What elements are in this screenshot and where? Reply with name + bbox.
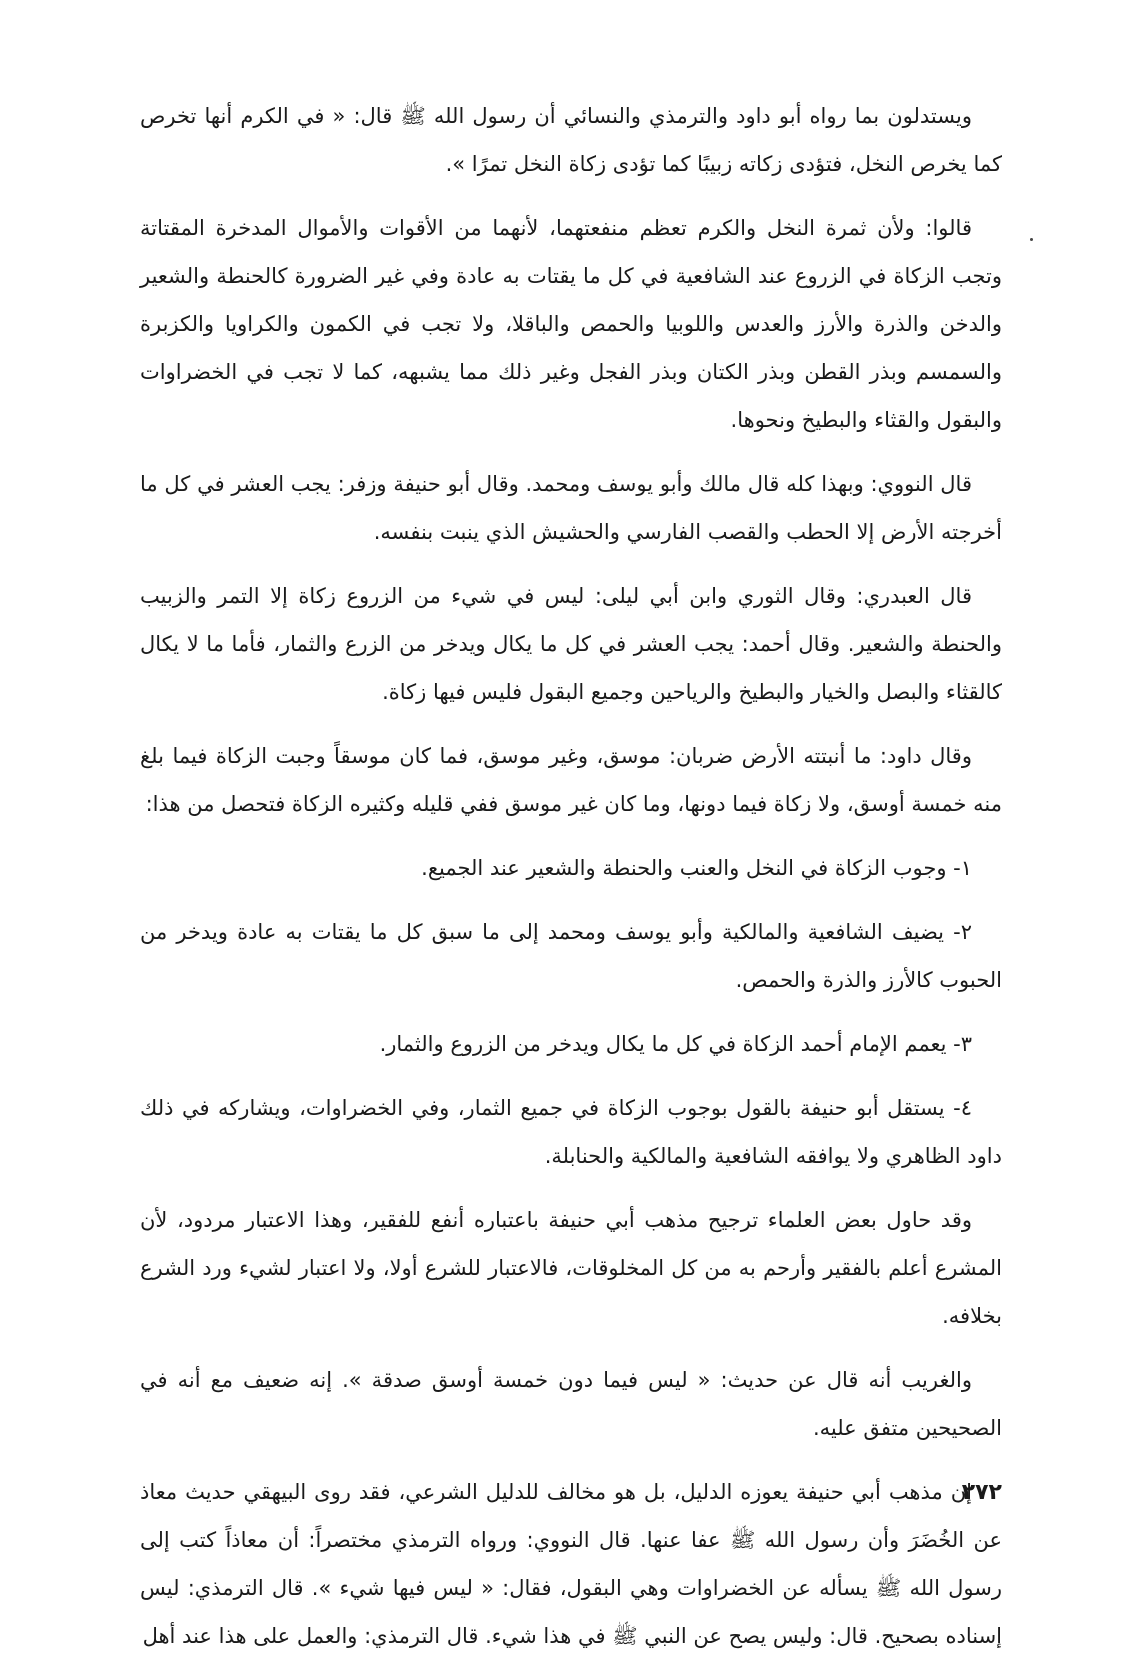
paragraph-3: قال النووي: وبهذا كله قال مالك وأبو يوسف ومحمد. وقال أبو حنيفة وزفر: يجب العشر في كل ما أخرجته الأرض إلا الحطب والقصب الفارسي والحشيش الذي ينبت بنفسه. (140, 472, 1002, 544)
paragraph-5: وقال داود: ما أنبتته الأرض ضربان: موسق، وغير موسق، فما كان موسقاً وجبت الزكاة فيما بلغ منه خمسة أوسق، ولا زكاة فيما دونها، وما كان غير موسق ففي قليله وكثيره الزكاة فتحصل من هذا: (140, 744, 1002, 816)
paragraph-1: ويستدلون بما رواه أبو داود والترمذي والنسائي أن رسول الله ﷺ قال: « في الكرم أنها تخرص كما يخرص النخل، فتؤدى زكاته زبيبًا كما تؤدى زكاة النخل تمرًا ». (140, 104, 1002, 176)
page-number: ٢٧٢ (961, 1480, 1002, 1505)
paragraph-4: قال العبدري: وقال الثوري وابن أبي ليلى: ليس في شيء من الزروع زكاة إلا التمر والزبيب والحنطة والشعير. وقال أحمد: يجب العشر في كل ما يكال ويدخر من الزرع والثمار، فأما ما لا يكال كالقثاء والبصل والخيار والبطيخ والرياحين وجميع البقول فليس فيها زكاة. (140, 584, 1002, 704)
list-item-2: ٢- يضيف الشافعية والمالكية وأبو يوسف ومحمد إلى ما سبق كل ما يقتات به عادة ويدخر من الحبوب كالأرز والذرة والحمص. (140, 920, 1002, 992)
page-body (140, 92, 1002, 1676)
paragraph-2: قالوا: ولأن ثمرة النخل والكرم تعظم منفعتهما، لأنهما من الأقوات والأموال المدخرة المقتاتة وتجب الزكاة في الزروع عند الشافعية في كل ما يقتات به عادة وفي غير الضرورة كالحنطة والشعير والدخن والذرة والأرز والعدس واللوبيا والحمص والباقلا، ولا تجب في الكمون والكراويا والكزبرة والسمسم وبذر القطن وبذر الكتان وبذر الفجل وغير ذلك مما يشبهه، كما لا تجب في الخضراوات والبقول والقثاء والبطيخ ونحوها. (140, 216, 1002, 432)
list-item-4: ٤- يستقل أبو حنيفة بالقول بوجوب الزكاة في جميع الثمار، وفي الخضراوات، ويشاركه في ذلك داود الظاهري ولا يوافقه الشافعية والمالكية والحنابلة. (140, 1096, 1002, 1168)
paragraph-7: والغريب أنه قال عن حديث: « ليس فيما دون خمسة أوسق صدقة ». إنه ضعيف مع أنه في الصحيحين متفق عليه. (140, 1368, 1002, 1440)
scan-speck (1030, 238, 1033, 241)
paragraph-6: وقد حاول بعض العلماء ترجيح مذهب أبي حنيفة باعتباره أنفع للفقير، وهذا الاعتبار مردود، لأن المشرع أعلم بالفقير وأرحم به من كل المخلوقات، فالاعتبار للشرع أولا، ولا اعتبار لشيء ورد الشرع بخلافه. (140, 1208, 1002, 1328)
list-item-1: ١- وجوب الزكاة في النخل والعنب والحنطة والشعير عند الجميع. (421, 856, 972, 880)
list-item-3: ٣- يعمم الإمام أحمد الزكاة في كل ما يكال ويدخر من الزروع والثمار. (379, 1032, 972, 1056)
paragraph-8: إن مذهب أبي حنيفة يعوزه الدليل، بل هو مخالف للدليل الشرعي، فقد روى البيهقي حديث معاذ عن الخُضَرَ وأن رسول الله ﷺ عفا عنها. قال النووي: ورواه الترمذي مختصراً: أن معاذاً كتب إلى رسول الله ﷺ يسأله عن الخضراوات وهي البقول، فقال: « ليس فيها شيء ». قال الترمذي: ليس إسناده بصحيح. قال: وليس يصح عن النبي ﷺ في هذا شيء. قال الترمذي: والعمل على هذا عند أهل (140, 1480, 1002, 1648)
